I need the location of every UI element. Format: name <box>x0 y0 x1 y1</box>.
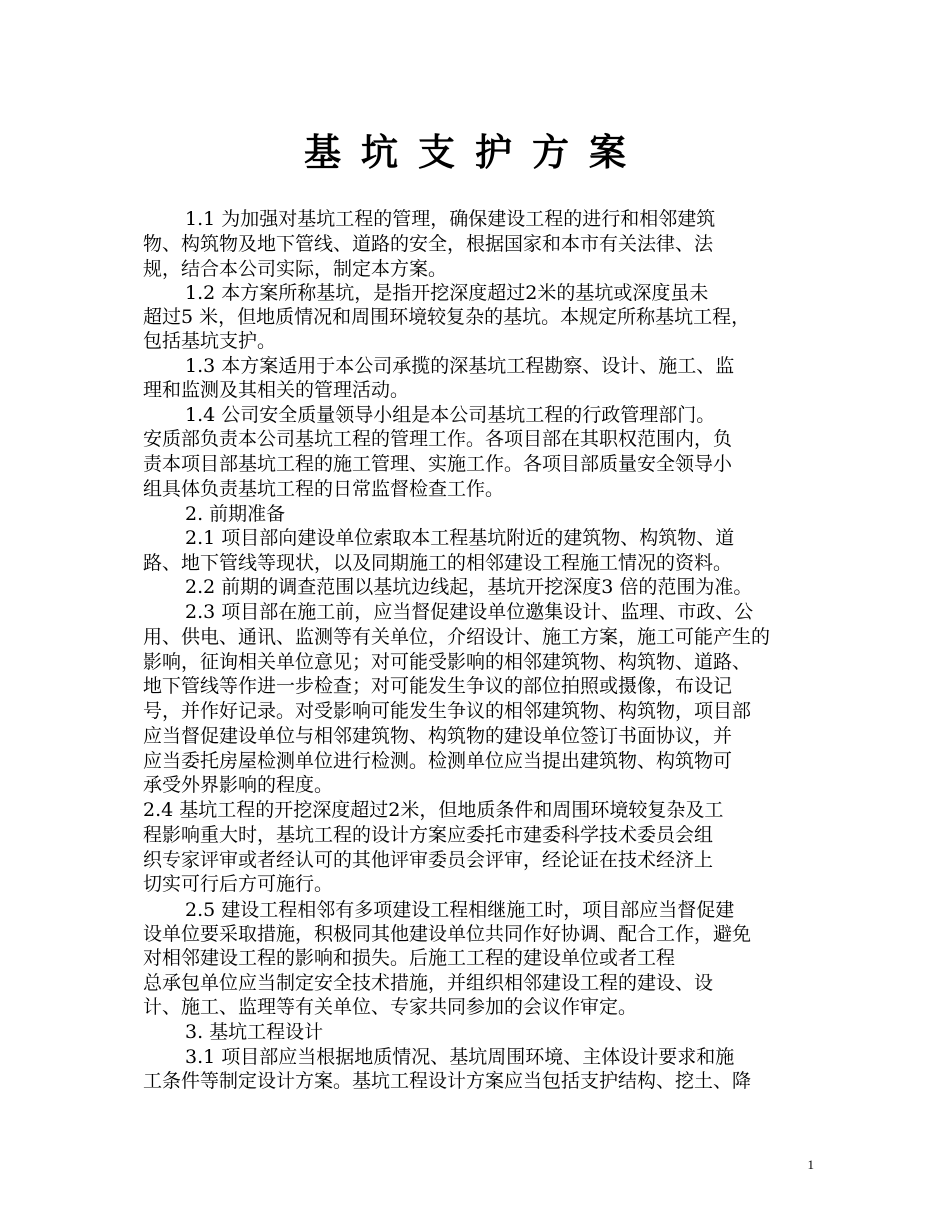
body-line: 地下管线等作进一步检查；对可能发生争议的部位拍照或摄像，布设记 <box>143 675 733 697</box>
body-line: 3.1 项目部应当根据地质情况、基坑周围环境、主体设计要求和施 <box>185 1046 735 1068</box>
body-line: 包括基坑支护。 <box>143 330 277 352</box>
body-line: 物、构筑物及地下管线、道路的安全，根据国家和本市有关法律、法 <box>143 233 714 255</box>
body-line: 应当委托房屋检测单位进行检测。检测单位应当提出建筑物、构筑物可 <box>143 750 733 772</box>
body-line: 2.3 项目部在施工前，应当督促建设单位邀集设计、监理、市政、公 <box>185 601 754 623</box>
body-line: 切实可行后方可施行。 <box>143 873 334 895</box>
body-line: 号，并作好记录。对受影响可能发生争议的相邻建筑物、构筑物，项目部 <box>143 700 752 722</box>
body-line: 承受外界影响的程度。 <box>143 774 334 796</box>
body-line: 超过5 米，但地质情况和周围环境较复杂的基坑。本规定所称基坑工程， <box>143 306 751 328</box>
body-line: 2.4 基坑工程的开挖深度超过2米，但地质条件和周围环境较复杂及工 <box>143 799 724 821</box>
body-line: 设单位要采取措施，积极同其他建设单位共同作好协调、配合工作，避免 <box>143 923 752 945</box>
body-line: 影响，征询相关单位意见；对可能受影响的相邻建筑物、构筑物、道路、 <box>143 651 752 673</box>
section-heading: 2. 前期准备 <box>185 503 286 525</box>
body-line: 2.2 前期的调查范围以基坑边线起，基坑开挖深度3 倍的范围为准。 <box>185 576 753 598</box>
section-heading: 3. 基坑工程设计 <box>185 1021 324 1043</box>
body-line: 1.1 为加强对基坑工程的管理，确保建设工程的进行和相邻建筑 <box>185 208 716 230</box>
body-line: 1.3 本方案适用于本公司承揽的深基坑工程勘察、设计、施工、监 <box>185 355 735 377</box>
body-line: 规，结合本公司实际，制定本方案。 <box>143 258 448 280</box>
body-line: 理和监测及其相关的管理活动。 <box>143 379 410 401</box>
body-line: 工条件等制定设计方案。基坑工程设计方案应当包括支护结构、挖土、降 <box>143 1070 752 1092</box>
body-line: 1.4 公司安全质量领导小组是本公司基坑工程的行政管理部门。 <box>185 404 716 426</box>
body-line: 1.2 本方案所称基坑，是指开挖深度超过2米的基坑或深度虽未 <box>185 282 709 304</box>
document-title: 基坑支护方案 <box>304 131 646 174</box>
body-line: 程影响重大时，基坑工程的设计方案应委托市建委科学技术委员会组 <box>143 824 714 846</box>
page-number: 1 <box>807 1157 814 1172</box>
body-line: 用、供电、通讯、监测等有关单位，介绍设计、施工方案，施工可能产生的 <box>143 626 771 648</box>
body-line: 应当督促建设单位与相邻建筑物、构筑物的建设单位签订书面协议，并 <box>143 725 733 747</box>
body-line: 织专家评审或者经认可的其他评审委员会评审，经论证在技术经济上 <box>143 849 714 871</box>
body-line: 2.5 建设工程相邻有多项建设工程相继施工时，项目部应当督促建 <box>185 899 735 921</box>
body-line: 路、地下管线等现状，以及同期施工的相邻建设工程施工情况的资料。 <box>143 552 733 574</box>
body-line: 责本项目部基坑工程的施工管理、实施工作。各项目部质量安全领导小 <box>143 453 733 475</box>
body-line: 对相邻建设工程的影响和损失。后施工工程的建设单位或者工程 <box>143 947 676 969</box>
body-line: 总承包单位应当制定安全技术措施，并组织相邻建设工程的建设、设 <box>143 972 714 994</box>
body-line: 2.1 项目部向建设单位索取本工程基坑附近的建筑物、构筑物、道 <box>185 527 735 549</box>
body-line: 计、施工、监理等有关单位、专家共同参加的会议作审定。 <box>143 996 638 1018</box>
body-line: 安质部负责本公司基坑工程的管理工作。各项目部在其职权范围内，负 <box>143 428 733 450</box>
body-line: 组具体负责基坑工程的日常监督检查工作。 <box>143 478 505 500</box>
